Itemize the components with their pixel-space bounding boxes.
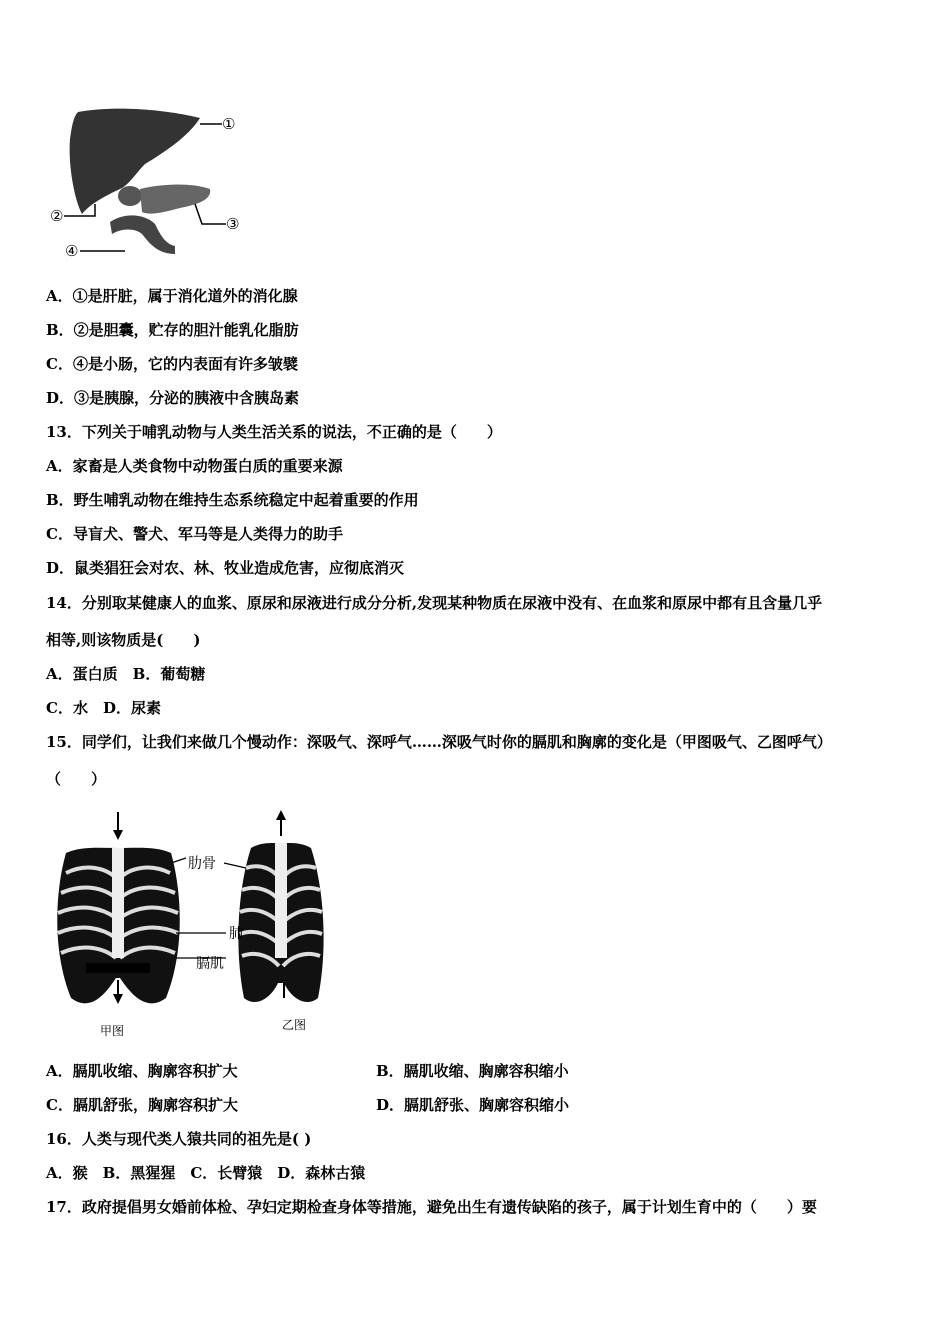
q14-options-line1: A．蛋白质 B．葡萄糖	[46, 665, 206, 683]
q12-option-c: C．④是小肠，它的内表面有许多皱襞	[46, 355, 298, 373]
q15-option-a: A．膈肌收缩、胸廓容积扩大	[46, 1062, 238, 1080]
down-arrow-icon	[113, 980, 123, 1004]
caption-figure-a: 甲图	[100, 1024, 125, 1038]
pancreas-shape	[140, 184, 210, 213]
q14-stem-line1: 14．分别取某健康人的血浆、原尿和尿液进行成分分析,发现某种物质在尿液中没有、在血浆和原尿中都有且含量几乎	[46, 594, 823, 612]
q15-option-row-1	[46, 1061, 569, 1081]
q12-option-b: B．②是胆囊，贮存的胆汁能乳化脂肪	[46, 321, 299, 339]
ribcage-inhale	[57, 848, 180, 1004]
up-arrow-icon	[276, 810, 286, 836]
q15-option-b: B．膈肌收缩、胸廓容积缩小	[376, 1062, 569, 1080]
q17-stem: 17．政府提倡男女婚前体检、孕妇定期检查身体等措施，避免出生有遗传缺陷的孩子，属于计划生育中的（ ）要	[46, 1198, 817, 1216]
q15-option-row-2	[46, 1095, 570, 1115]
q13-option-a: A．家畜是人类食物中动物蛋白质的重要来源	[46, 457, 343, 475]
q14-options-line2: C．水 D．尿素	[46, 699, 161, 717]
q16-options: A．猴 B．黑猩猩 C．长臂猿 D．森林古猿	[46, 1164, 366, 1182]
q13-option-b: B．野生哺乳动物在维持生态系统稳定中起着重要的作用	[46, 491, 419, 509]
q15-stem-line2: （ ）	[46, 770, 107, 788]
q16-stem: 16．人类与现代类人猿共同的祖先是( )	[46, 1130, 312, 1148]
q13-option-c: C．导盲犬、警犬、军马等是人类得力的助手	[46, 525, 343, 543]
q15-option-c: C．膈肌舒张，胸廓容积扩大	[46, 1096, 238, 1114]
intestine-shape	[110, 215, 175, 254]
q13-stem: 13．下列关于哺乳动物与人类生活关系的说法，不正确的是（ ）	[46, 423, 502, 441]
q15-stem-line1: 15．同学们，让我们来做几个慢动作：深吸气、深呼气……深吸气时你的膈肌和胸廓的变化是（甲图吸气、乙图呼气）	[46, 733, 832, 751]
caption-figure-b: 乙图	[282, 1018, 307, 1032]
digestive-organs-figure	[50, 104, 250, 264]
q14-stem-line2: 相等,则该物质是( )	[46, 631, 201, 649]
label-ribs: 肋骨	[188, 856, 216, 872]
q12-option-d: D．③是胰腺，分泌的胰液中含胰岛素	[46, 389, 300, 407]
q15-option-d: D．膈肌舒张、胸廓容积缩小	[376, 1096, 570, 1114]
gallbladder-shape	[118, 186, 142, 206]
label-4: ④	[65, 242, 79, 260]
label-1: ①	[222, 115, 236, 133]
label-3: ③	[226, 215, 240, 233]
down-arrow-icon	[113, 812, 123, 840]
q12-option-a: A．①是肝脏，属于消化道外的消化腺	[46, 287, 298, 305]
ribcage-exhale	[238, 843, 323, 1002]
label-2: ②	[50, 207, 64, 225]
label-lung: 肺	[229, 926, 243, 942]
breathing-figure	[46, 808, 336, 1038]
label-diaphragm: 膈肌	[196, 956, 224, 972]
q13-option-d: D．鼠类猖狂会对农、林、牧业造成危害，应彻底消灭	[46, 559, 405, 577]
